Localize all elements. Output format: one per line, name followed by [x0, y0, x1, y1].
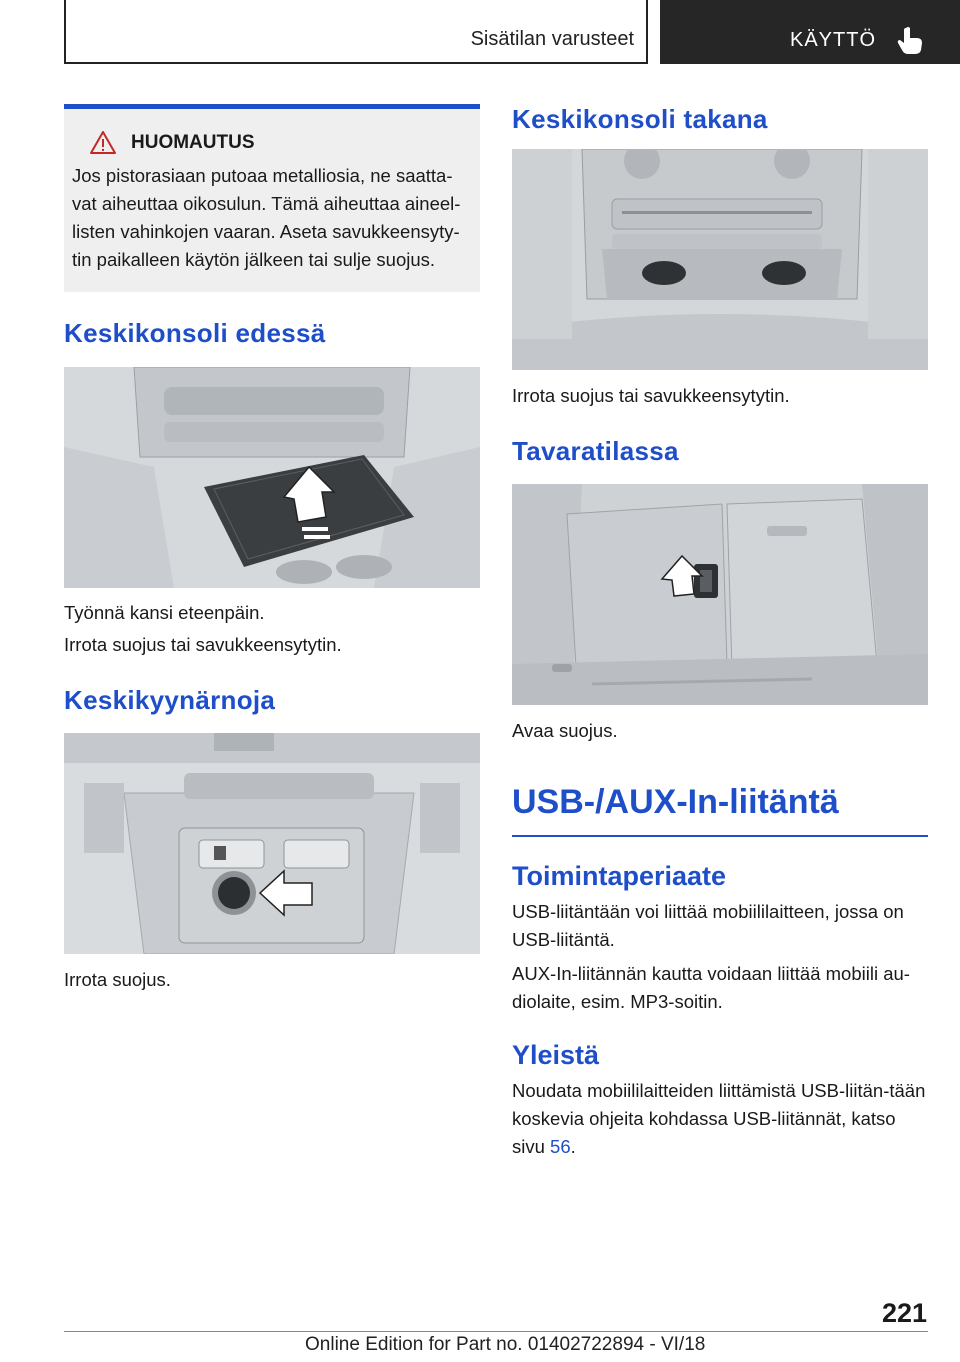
warning-box [64, 104, 480, 292]
header-chapter-tab [660, 0, 960, 64]
rear-console-title: Keskikonsoli takana [512, 104, 768, 134]
warning-text: Jos pistorasiaan putoaa metalliosia, ne saatta-vat aiheuttaa oikosulun. Tämä aiheuttaa aineel-listen vahinkojen vaaran. Aseta savukkeensyty-tin paikalleen käytön jälkeen tai sulje suojus. [72, 165, 461, 270]
front-console-drawing [64, 367, 480, 588]
page-56-link[interactable]: 56 [550, 1136, 571, 1157]
right-column [512, 104, 928, 1161]
header-section-tab [64, 0, 648, 64]
warning-title-text: HUOMAUTUS [131, 131, 255, 153]
general-paragraph [512, 1077, 928, 1161]
left-column [64, 104, 480, 994]
header-chapter-label: KÄYTTÖ [790, 29, 877, 51]
rear-console-step: Irrota suojus tai savukkeensytytin. [512, 385, 790, 406]
armrest-step: Irrota suojus. [64, 969, 171, 990]
front-console-step-2: Irrota suojus tai savukkeensytytin. [64, 634, 342, 655]
general-title: Yleistä [512, 1040, 600, 1070]
principle-paragraph-1: USB-liitäntään voi liittää mobiililaitteen, jossa on USB-liitäntä. [512, 901, 904, 950]
armrest-illustration [64, 733, 480, 954]
front-console-title: Keskikonsoli edessä [64, 318, 326, 348]
general-paragraph-text: Noudata mobiililaitteiden liittämistä USB-liitän-tään koskevia ohjeita kohdassa USB-liitännät, katso sivu [512, 1080, 926, 1157]
trunk-illustration [512, 484, 928, 705]
header-section-label: Sisätilan varusteet [470, 28, 634, 50]
page-number: 221 [881, 1298, 927, 1328]
trunk-title: Tavaratilassa [512, 436, 679, 466]
armrest-drawing [64, 733, 480, 954]
general-paragraph-end: . [570, 1136, 576, 1157]
rear-console-illustration [512, 149, 928, 370]
front-console-step-1: Työnnä kansi eteenpäin. [64, 602, 265, 623]
footer-rule [64, 1331, 928, 1332]
usb-aux-rule [512, 835, 928, 837]
principle-title: Toimintaperiaate [512, 861, 727, 891]
trunk-step: Avaa suojus. [512, 720, 618, 741]
trunk-drawing [512, 484, 928, 705]
warning-triangle-icon [90, 131, 116, 154]
footer-edition: Online Edition for Part no. 01402722894 - VI/18 [305, 1334, 706, 1355]
hand-pointer-icon [897, 26, 923, 54]
rear-console-drawing [512, 149, 928, 370]
principle-paragraph-2: AUX-In-liitännän kautta voidaan liittää mobiili au-diolaite, esim. MP3-soitin. [512, 963, 910, 1012]
armrest-title: Keskikyynärnoja [64, 685, 276, 715]
front-console-illustration [64, 367, 480, 588]
usb-aux-title: USB-/AUX-In-liitäntä [512, 783, 839, 821]
warning-title [90, 131, 470, 154]
